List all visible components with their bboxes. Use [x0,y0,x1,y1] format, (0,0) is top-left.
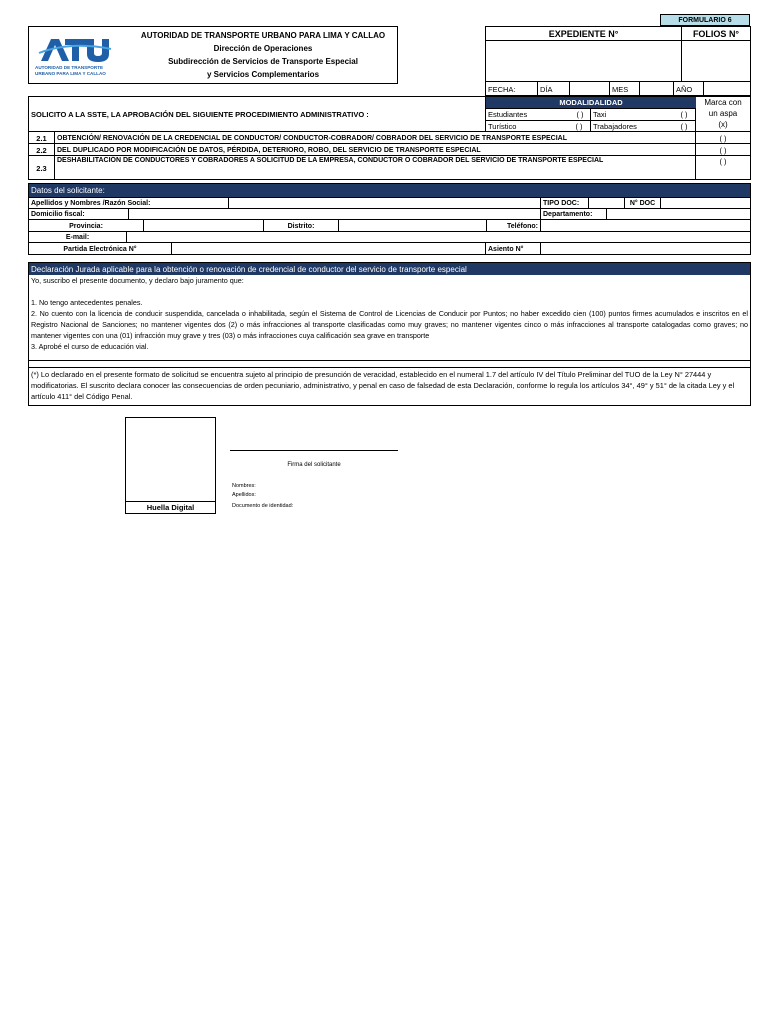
partida-label: Partida Electrónica N° [29,243,172,255]
atu-logo [31,31,121,81]
procedure-row-2 [29,143,750,155]
procedure-section [28,96,751,180]
procedure-mark-2[interactable]: ( ) [719,145,727,155]
huella-label: Huella Digital [126,501,215,513]
modalidad-trabajadores: Trabajadores [590,120,672,132]
estudiantes-checkbox[interactable]: ( ) [576,110,584,119]
trabajadores-checkbox[interactable]: ( ) [672,120,696,132]
turistico-checkbox[interactable]: ( ) [568,120,590,132]
declaracion-item-2: 2. No cuento con la licencia de conducir suspendida, cancelada o inhabilitada, según el Sistema de Control de Licencias de Conducir por Puntos; no haber excedido cien (100) puntos firmes acumulados e inscritos en el Registro Nacional de Sanciones; no mantener vigentes dos (2) o más infracciones al transporte clasificadas como muy graves; no mantener vigentes cinco o más infracciones al transporte catalogadas como graves; no mantener vigentes con una (01) infracción muy grave y tres (03) o más infracciones cuya calificación sea grave en transporte [31,309,748,340]
n-doc-label: N° DOC [625,198,661,209]
declaracion-divider [29,360,750,361]
telefono-label: Teléfono: [487,220,541,232]
firma-nombres: Nombres: [232,483,256,489]
agency-title [129,29,397,81]
procedure-text-2: DEL DUPLICADO POR MODIFICACIÓN DE DATOS, PÉRDIDA, DETERIORO, ROBO, DEL SERVICIO DE TRANSPORTE ESPECIAL [55,144,696,156]
asiento-field[interactable] [541,243,750,255]
procedure-mark-1[interactable]: ( ) [719,133,727,143]
apellidos-label: Apellidos y Nombres /Razón Social: [29,198,229,209]
firma-apellidos: Apellidos: [232,492,256,498]
row-domicilio [29,208,750,219]
tipo-doc-label: TIPO DOC: [541,198,589,209]
distrito-label: Distrito: [264,220,339,232]
procedure-num-1: 2.1 [29,132,55,144]
procedure-num-3: 2.3 [29,156,55,180]
declaracion-item-1: 1. No tengo antecedentes penales. [31,298,143,307]
firma-documento: Documento de identidad: [232,503,294,509]
declaracion-intro: Yo, suscribo el presente documento, y declaro bajo juramento que: [31,276,244,285]
dia-field[interactable] [570,82,610,96]
fecha-row [486,81,750,95]
modalidad-estudiantes: Estudiantes [488,110,528,119]
anio-label: AÑO [674,82,704,96]
taxi-checkbox[interactable]: ( ) [680,110,688,119]
declaracion-section [28,262,751,406]
departamento-label: Departamento: [541,209,607,220]
email-label: E-mail: [29,232,127,243]
modalidad-header: MODALIDALIDAD [486,97,696,108]
folios-label: FOLIOS N° [682,27,750,41]
footnote-text: (*) Lo declarado en el presente formato de solicitud se encuentra sujeto al principio de presunción de veracidad, establecido en el numeral 1.7 del artículo IV del Título Preliminar del TUO de la Ley N° 27444 y modificatorias. El suscrito declara conocer las consecuencias de orden pecuniario, administrativo, y penal en caso de falsedad de esta Declaración, conforme lo regula los artículos 34°, 49° y 51° de la citada Ley y el artículo 411° del Código Penal. [29,367,750,405]
dia-label: DÍA [538,82,570,96]
folios-field[interactable] [682,41,750,81]
mes-field[interactable] [640,82,674,96]
mes-label: MES [610,82,640,96]
fingerprint-box[interactable] [125,417,216,514]
solicito-text: SOLICITO A LA SSTE, LA APROBACIÓN DEL SIGUIENTE PROCEDIMIENTO ADMINISTRATIVO : [29,97,486,131]
procedure-text-1: OBTENCIÓN/ RENOVACIÓN DE LA CREDENCIAL DE CONDUCTOR/ CONDUCTOR-COBRADOR/ COBRADOR DEL SERVICIO DE TRANSPORTE ESPECIAL [55,132,696,144]
logo-text-2: URBANO PARA LIMA Y CALLAO [35,71,106,76]
form-number-tag: FORMULARIO 6 [660,14,750,26]
row-partida [29,242,750,254]
marca-line-1: Marca con [704,98,742,107]
header-agency-box [28,26,398,84]
agency-line-2: Dirección de Operaciones [213,44,313,53]
expediente-label: EXPEDIENTE N° [486,27,682,41]
agency-line-4: y Servicios Complementarios [206,70,320,79]
domicilio-label: Domicilio fiscal: [29,209,129,220]
modalidad-taxi: Taxi [590,109,672,120]
solicitante-header: Datos del solicitante: [29,184,750,197]
anio-field[interactable] [704,82,750,96]
agency-line-3: Subdirección de Servicios de Transporte Especial [168,57,358,66]
modalidad-turistico: Turístico [486,120,568,132]
row-provincia [29,219,750,231]
procedure-row-3 [29,155,750,179]
expediente-field[interactable] [486,41,682,81]
procedure-text-3: DESHABILITACIÓN DE CONDUCTORES Y COBRADORES A SOLICITUD DE LA EMPRESA, CONDUCTOR O COBRADOR DEL SERVICIO DE TRANSPORTE ESPECIAL [55,156,696,180]
signature-line[interactable] [230,450,398,451]
procedure-num-2: 2.2 [29,144,55,156]
procedure-row-1 [29,131,750,143]
modalidad-options [486,108,696,131]
solicitante-section [28,183,751,255]
fecha-label: FECHA: [486,82,538,96]
declaracion-item-3: 3. Aprobé el curso de educación vial. [31,342,149,351]
asiento-label: Asiento N° [486,243,541,255]
declaracion-header: Declaración Jurada aplicable para la obtención o renovación de credencial de conductor del servicio de transporte especial [29,263,750,275]
marca-line-2: un aspa [708,109,738,118]
logo-text-1: AUTORIDAD DE TRANSPORTE [35,65,104,70]
provincia-label: Provincia: [29,220,144,232]
partida-field[interactable] [172,243,486,255]
row-apellidos [29,197,750,208]
marca-note [696,97,750,131]
agency-line-1: AUTORIDAD DE TRANSPORTE URBANO PARA LIMA Y CALLAO [140,31,386,40]
marca-line-3: (x) [718,120,728,129]
procedure-mark-3[interactable]: ( ) [719,157,727,166]
expediente-box [485,26,751,96]
firma-label: Firma del solicitante [287,462,341,468]
row-email [29,231,750,242]
